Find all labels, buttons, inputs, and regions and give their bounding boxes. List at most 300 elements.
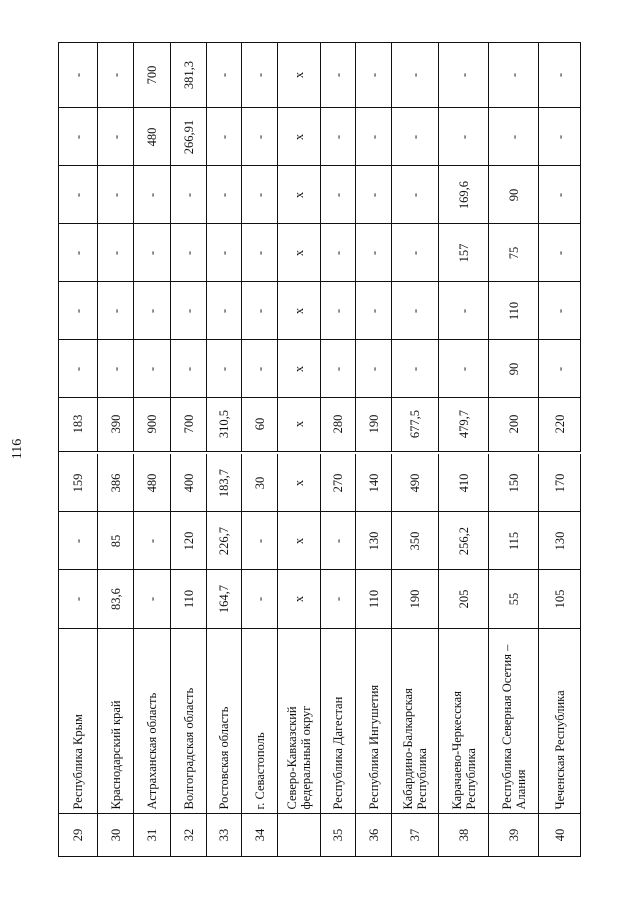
- value-cell: [207, 108, 242, 166]
- cell-value: x: [292, 71, 306, 79]
- value-cell: [98, 224, 134, 282]
- cell-value: 157: [456, 243, 471, 262]
- value-cell: [98, 512, 134, 570]
- value-cell: [98, 282, 134, 340]
- value-cell: [539, 396, 581, 452]
- cell-value: -: [408, 72, 422, 78]
- value-cell: [439, 282, 489, 340]
- value-cell: [171, 512, 207, 570]
- cell-value: 110: [181, 589, 196, 609]
- cell-value: 700: [145, 65, 159, 85]
- cell-value: -: [252, 192, 267, 197]
- value-cell: [439, 43, 489, 108]
- cell-value: -: [366, 192, 381, 197]
- cell-value: -: [108, 72, 123, 78]
- cell-value: -: [252, 250, 267, 255]
- table-row: [207, 43, 242, 857]
- row-number: 33: [217, 828, 231, 842]
- cell-value: x: [292, 249, 306, 256]
- value-cell: [59, 340, 98, 398]
- value-cell: [356, 512, 392, 570]
- cell-value: 381,3: [181, 60, 196, 90]
- table-row: [321, 43, 356, 857]
- row-number: 32: [181, 828, 196, 842]
- cell-value: 220: [552, 414, 567, 433]
- cell-value: -: [331, 538, 345, 543]
- cell-value: x: [292, 479, 306, 486]
- cell-value: 900: [145, 414, 159, 433]
- value-cell: [278, 282, 321, 340]
- cell-value: 386: [108, 473, 123, 492]
- cell-value: -: [408, 134, 422, 139]
- cell-value: 110: [506, 301, 521, 320]
- value-cell: [321, 454, 356, 512]
- value-cell: [242, 282, 278, 340]
- table-row: [539, 43, 581, 857]
- cell-value: 170: [552, 473, 567, 492]
- value-cell: [59, 224, 98, 282]
- cell-value: -: [252, 596, 267, 602]
- value-cell: [207, 454, 242, 512]
- value-cell: [242, 224, 278, 282]
- value-cell: [321, 396, 356, 452]
- value-cell: [207, 166, 242, 224]
- cell-value: -: [552, 250, 567, 255]
- value-cell: [392, 570, 439, 629]
- cell-value: 183,7: [217, 468, 231, 497]
- value-cell: [356, 396, 392, 452]
- value-cell: [98, 43, 134, 108]
- region-name: Волгоградская область: [181, 687, 196, 810]
- value-cell: [59, 570, 98, 629]
- value-cell: [278, 512, 321, 570]
- cell-value: -: [108, 366, 123, 371]
- cell-value: -: [331, 72, 345, 78]
- row-number-cell: [207, 814, 242, 857]
- value-cell: [171, 282, 207, 340]
- value-cell: [98, 570, 134, 629]
- region-name-cell: [171, 629, 207, 814]
- value-cell: [134, 282, 171, 340]
- cell-value: x: [292, 133, 306, 140]
- cell-value: 85: [108, 534, 123, 547]
- cell-value: 700: [181, 414, 196, 433]
- value-cell: [134, 396, 171, 452]
- value-cell: [539, 454, 581, 512]
- table-row: [242, 43, 278, 857]
- value-cell: [242, 454, 278, 512]
- value-cell: [242, 512, 278, 570]
- region-name-cell: [207, 629, 242, 814]
- value-cell: [321, 224, 356, 282]
- cell-value: -: [145, 250, 159, 255]
- cell-value: -: [331, 250, 345, 255]
- cell-value: -: [217, 192, 231, 197]
- cell-value: 75: [506, 246, 521, 259]
- value-cell: [134, 166, 171, 224]
- region-name: Карачаево-Черкесская Республика: [449, 691, 478, 810]
- value-cell: [539, 166, 581, 224]
- region-name-cell: [321, 629, 356, 814]
- cell-value: -: [108, 308, 123, 313]
- cell-value: -: [252, 366, 267, 371]
- value-cell: [489, 108, 539, 166]
- row-number: 39: [506, 828, 521, 842]
- cell-value: 310,5: [217, 409, 231, 438]
- cell-value: 410: [456, 473, 471, 492]
- region-name-cell: [539, 629, 581, 814]
- value-cell: [539, 340, 581, 398]
- value-cell: [321, 512, 356, 570]
- region-name-cell: [439, 629, 489, 814]
- row-number: 40: [552, 828, 567, 842]
- value-cell: [278, 108, 321, 166]
- value-cell: [171, 340, 207, 398]
- table-row: [59, 43, 98, 857]
- cell-value: -: [252, 538, 267, 543]
- cell-value: 390: [108, 414, 123, 433]
- cell-value: 110: [366, 589, 381, 609]
- value-cell: [439, 224, 489, 282]
- value-cell: [171, 166, 207, 224]
- row-number-cell: [242, 814, 278, 857]
- cell-value: 150: [506, 473, 521, 492]
- value-cell: [98, 340, 134, 398]
- value-cell: [489, 570, 539, 629]
- region-name-cell: [278, 629, 321, 814]
- value-cell: [278, 570, 321, 629]
- value-cell: [439, 454, 489, 512]
- cell-value: -: [552, 366, 567, 371]
- cell-value: 266,91: [181, 119, 196, 154]
- value-cell: [242, 340, 278, 398]
- value-cell: [59, 166, 98, 224]
- value-cell: [134, 224, 171, 282]
- cell-value: x: [292, 307, 306, 314]
- cell-value: -: [408, 192, 422, 197]
- cell-value: x: [292, 595, 306, 603]
- value-cell: [321, 570, 356, 629]
- value-cell: [242, 166, 278, 224]
- row-number: 30: [108, 828, 123, 842]
- value-cell: [392, 282, 439, 340]
- region-name-cell: [98, 629, 134, 814]
- value-cell: [439, 570, 489, 629]
- region-name: Краснодарский край: [108, 700, 123, 810]
- region-name-cell: [242, 629, 278, 814]
- cell-value: 90: [506, 362, 521, 375]
- cell-value: -: [408, 250, 422, 255]
- row-number: 38: [456, 828, 471, 842]
- value-cell: [321, 282, 356, 340]
- cell-value: 480: [145, 473, 159, 492]
- value-cell: [98, 166, 134, 224]
- value-cell: [134, 570, 171, 629]
- value-cell: [207, 224, 242, 282]
- cell-value: -: [181, 250, 196, 255]
- cell-value: -: [71, 250, 85, 255]
- table-row: [489, 43, 539, 857]
- value-cell: [439, 108, 489, 166]
- value-cell: [356, 340, 392, 398]
- value-cell: [489, 512, 539, 570]
- cell-value: -: [456, 134, 471, 139]
- region-name-cell: [134, 629, 171, 814]
- value-cell: [489, 454, 539, 512]
- cell-value: -: [217, 134, 231, 139]
- value-cell: [207, 396, 242, 452]
- cell-value: -: [71, 596, 85, 602]
- value-cell: [356, 108, 392, 166]
- cell-value: -: [217, 72, 231, 78]
- cell-value: -: [408, 366, 422, 371]
- cell-value: x: [292, 420, 306, 427]
- value-cell: [539, 43, 581, 108]
- cell-value: 83,6: [108, 588, 123, 610]
- cell-value: 226,7: [217, 526, 231, 555]
- value-cell: [392, 512, 439, 570]
- value-cell: [489, 224, 539, 282]
- value-cell: [59, 108, 98, 166]
- value-cell: [59, 43, 98, 108]
- cell-value: 400: [181, 473, 196, 492]
- cell-value: -: [408, 308, 422, 313]
- region-name: Чеченская Республика: [552, 690, 567, 810]
- value-cell: [171, 396, 207, 452]
- value-cell: [439, 512, 489, 570]
- cell-value: 270: [331, 473, 345, 492]
- cell-value: -: [366, 308, 381, 313]
- value-cell: [207, 282, 242, 340]
- cell-value: -: [331, 192, 345, 197]
- value-cell: [392, 454, 439, 512]
- value-cell: [278, 224, 321, 282]
- cell-value: 130: [366, 531, 381, 550]
- cell-value: -: [552, 72, 567, 78]
- cell-value: 490: [408, 473, 422, 492]
- value-cell: [134, 454, 171, 512]
- value-cell: [59, 454, 98, 512]
- cell-value: x: [292, 365, 306, 372]
- cell-value: -: [506, 72, 521, 78]
- value-cell: [539, 512, 581, 570]
- value-cell: [134, 108, 171, 166]
- row-number-cell: [539, 814, 581, 857]
- value-cell: [59, 512, 98, 570]
- value-cell: [356, 43, 392, 108]
- cell-value: -: [456, 72, 471, 78]
- cell-value: -: [331, 596, 345, 602]
- table-row: [171, 43, 207, 857]
- cell-value: 30: [252, 476, 267, 489]
- row-number-cell: [59, 814, 98, 857]
- cell-value: -: [366, 72, 381, 78]
- cell-value: 169,6: [456, 180, 471, 209]
- cell-value: 60: [252, 417, 267, 430]
- row-number-cell: [98, 814, 134, 857]
- region-name: г. Севастополь: [252, 732, 267, 810]
- cell-value: 105: [552, 589, 567, 609]
- cell-value: -: [552, 192, 567, 197]
- cell-value: -: [108, 192, 123, 197]
- value-cell: [98, 108, 134, 166]
- value-cell: [356, 282, 392, 340]
- cell-value: -: [252, 72, 267, 78]
- cell-value: 120: [181, 531, 196, 550]
- cell-value: -: [108, 250, 123, 255]
- value-cell: [134, 512, 171, 570]
- cell-value: -: [145, 308, 159, 313]
- value-cell: [207, 570, 242, 629]
- cell-value: -: [71, 538, 85, 543]
- region-name: Астраханская область: [145, 692, 159, 810]
- cell-value: 205: [456, 589, 471, 609]
- region-name: Республика Северная Осетия – Алания: [499, 644, 528, 810]
- value-cell: [278, 396, 321, 452]
- cell-value: 350: [408, 531, 422, 550]
- value-cell: [356, 224, 392, 282]
- row-number-cell: [278, 814, 321, 857]
- cell-value: 164,7: [217, 584, 231, 614]
- table-row: [392, 43, 439, 857]
- cell-value: 183: [71, 414, 85, 433]
- value-cell: [98, 454, 134, 512]
- value-cell: [242, 43, 278, 108]
- cell-value: -: [552, 134, 567, 139]
- value-cell: [321, 340, 356, 398]
- cell-value: 190: [408, 589, 422, 609]
- row-number: 31: [145, 828, 159, 842]
- cell-value: 280: [331, 414, 345, 433]
- value-cell: [278, 166, 321, 224]
- region-name: Республика Дагестан: [331, 696, 345, 810]
- value-cell: [321, 166, 356, 224]
- cell-value: 115: [506, 531, 521, 550]
- row-number: 37: [408, 828, 422, 842]
- row-number-cell: [439, 814, 489, 857]
- cell-value: 200: [506, 414, 521, 433]
- value-cell: [242, 396, 278, 452]
- cell-value: -: [506, 134, 521, 139]
- value-cell: [439, 396, 489, 452]
- cell-value: -: [217, 250, 231, 255]
- value-cell: [356, 454, 392, 512]
- value-cell: [392, 43, 439, 108]
- value-cell: [242, 570, 278, 629]
- region-name-cell: [489, 629, 539, 814]
- table-row: [439, 43, 489, 857]
- cell-value: -: [71, 366, 85, 371]
- value-cell: [392, 396, 439, 452]
- value-cell: [321, 43, 356, 108]
- value-cell: [171, 224, 207, 282]
- cell-value: -: [366, 366, 381, 371]
- value-cell: [489, 43, 539, 108]
- row-number-cell: [489, 814, 539, 857]
- region-name-cell: [356, 629, 392, 814]
- cell-value: -: [456, 366, 471, 371]
- value-cell: [207, 512, 242, 570]
- row-number: 29: [71, 828, 85, 842]
- value-cell: [207, 340, 242, 398]
- cell-value: -: [456, 308, 471, 313]
- cell-value: -: [145, 192, 159, 197]
- cell-value: -: [252, 308, 267, 313]
- value-cell: [489, 166, 539, 224]
- row-number-cell: [321, 814, 356, 857]
- cell-value: -: [366, 250, 381, 255]
- cell-value: -: [181, 192, 196, 197]
- value-cell: [539, 224, 581, 282]
- cell-value: 479,7: [456, 409, 471, 438]
- row-number: 34: [252, 828, 267, 842]
- value-cell: [207, 43, 242, 108]
- row-number-cell: [392, 814, 439, 857]
- cell-value: -: [331, 308, 345, 313]
- cell-value: -: [108, 134, 123, 139]
- table-row: [98, 43, 134, 857]
- cell-value: 140: [366, 473, 381, 492]
- table-row: [278, 43, 321, 857]
- value-cell: [171, 43, 207, 108]
- region-name-cell: [59, 629, 98, 814]
- cell-value: 190: [366, 414, 381, 433]
- row-number-cell: [356, 814, 392, 857]
- value-cell: [278, 454, 321, 512]
- cell-value: -: [366, 134, 381, 139]
- cell-value: 130: [552, 531, 567, 550]
- cell-value: -: [252, 134, 267, 139]
- cell-value: -: [331, 366, 345, 371]
- region-name: Кабардино-Балкарская Республика: [401, 688, 429, 810]
- cell-value: -: [145, 596, 159, 602]
- cell-value: 480: [145, 127, 159, 146]
- cell-value: 55: [506, 592, 521, 606]
- row-number: 36: [366, 828, 381, 842]
- cell-value: -: [181, 308, 196, 313]
- value-cell: [392, 224, 439, 282]
- data-table: [58, 42, 581, 857]
- cell-value: x: [292, 191, 306, 198]
- table-row: [134, 43, 171, 857]
- value-cell: [242, 108, 278, 166]
- value-cell: [489, 282, 539, 340]
- value-cell: [171, 108, 207, 166]
- region-name: Республика Крым: [71, 714, 85, 810]
- cell-value: -: [71, 192, 85, 197]
- cell-value: -: [217, 366, 231, 371]
- value-cell: [539, 282, 581, 340]
- region-name: Ростовская область: [217, 706, 231, 810]
- value-cell: [392, 108, 439, 166]
- value-cell: [59, 396, 98, 452]
- cell-value: -: [552, 308, 567, 313]
- value-cell: [356, 166, 392, 224]
- row-number: 35: [331, 828, 345, 842]
- cell-value: -: [71, 308, 85, 313]
- row-number-cell: [134, 814, 171, 857]
- value-cell: [278, 340, 321, 398]
- value-cell: [489, 340, 539, 398]
- value-cell: [539, 108, 581, 166]
- page-number: 116: [10, 438, 25, 460]
- cell-value: 677,5: [408, 409, 422, 438]
- value-cell: [539, 570, 581, 629]
- cell-value: 159: [71, 473, 85, 492]
- region-name: Северо-Кавказский федеральный округ: [285, 705, 313, 810]
- cell-value: 256,2: [456, 526, 471, 555]
- cell-value: -: [217, 308, 231, 313]
